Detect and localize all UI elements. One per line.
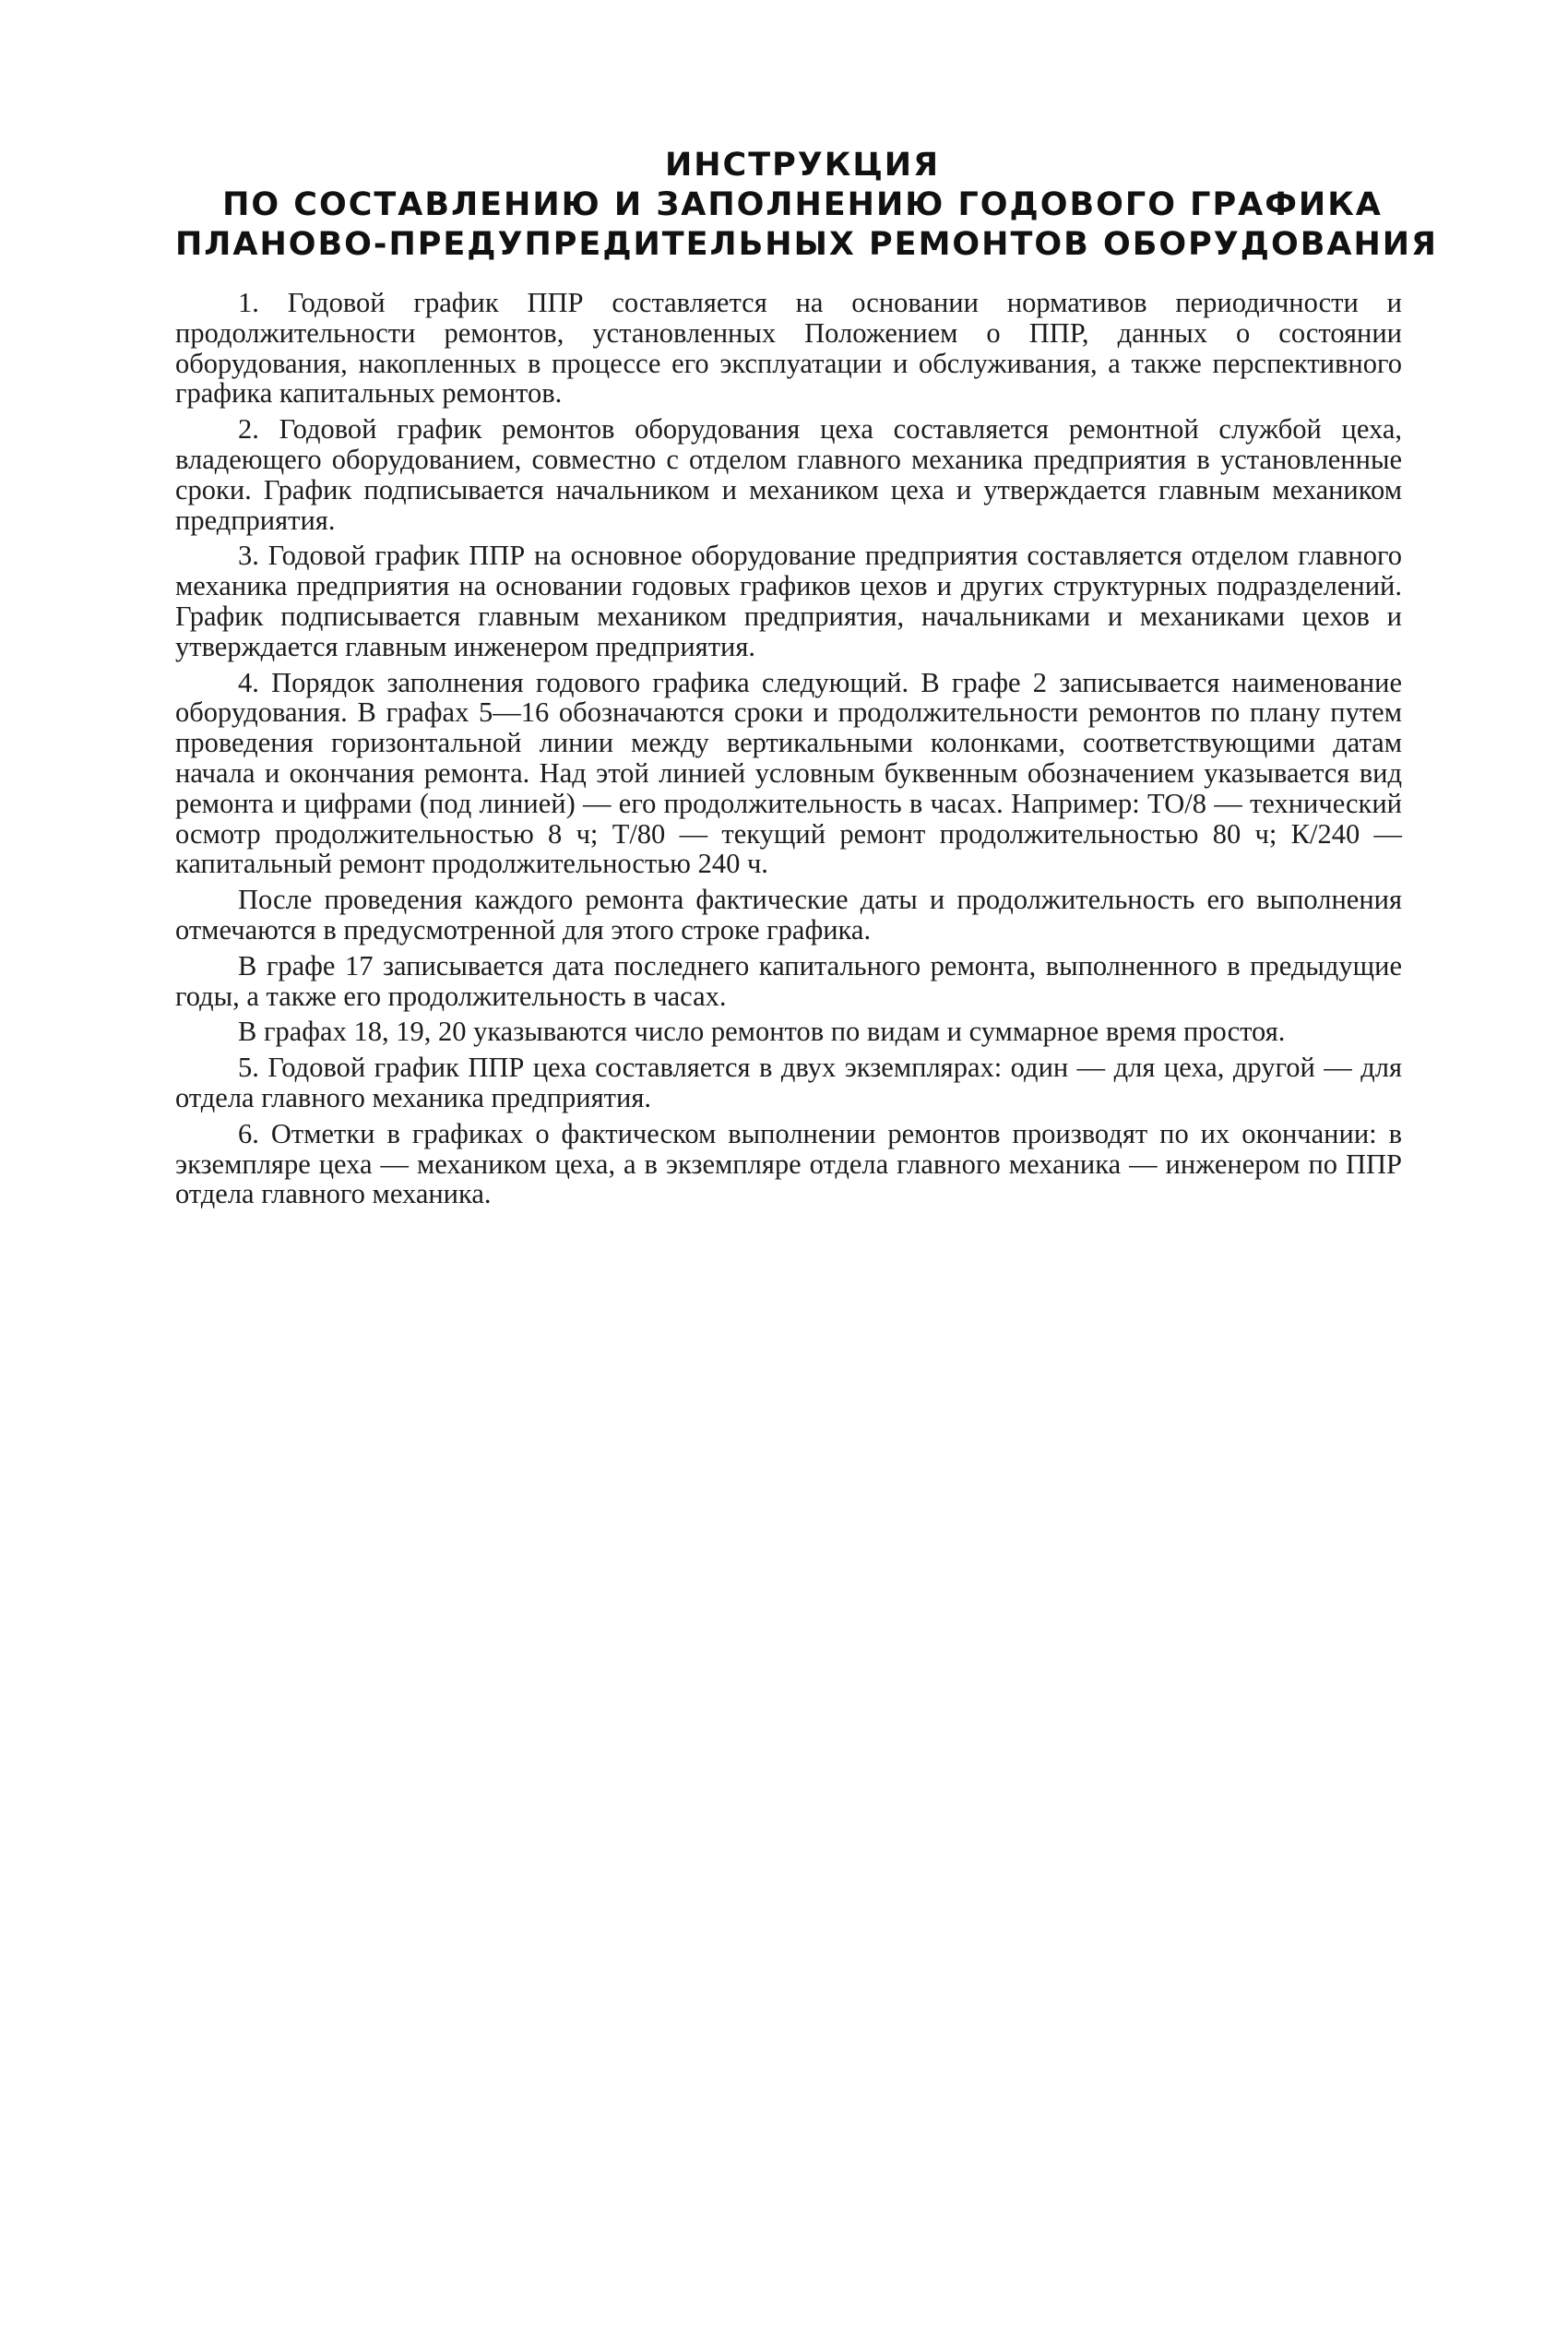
document-title [175,146,1439,265]
paragraph-columns-18-20: В графах 18, 19, 20 указываются число ремонтов по видам и суммарное время простоя. [238,1016,1286,1048]
paragraph-6: 6. Отметки в графиках о фактическом выполнении ремонтов производят по их окончании: в экземпляре цеха — механиком цеха, а в экземпляре отдела главного механика — инженером по ППР отдела главного механика. [175,1117,1402,1210]
paragraph-4-continued: После проведения каждого ремонта фактические даты и продолжительность его выполнения отмечаются в предусмотренной для этого строке графика. [175,884,1402,946]
paragraph-3: 3. Годовой график ППР на основное оборудование предприятия составляется отделом главного механика предприятия на основании годовых графиков цехов и других структурных подразделений. График подписывается главным механиком предприятия, начальниками и механиками цехов и утверждается главным инженером предприятия. [175,540,1402,662]
title-line-2: ПО СОСТАВЛЕНИЮ И ЗАПОЛНЕНИЮ ГОДОВОГО ГРАФИКА [222,186,1383,223]
paragraph-4: 4. Порядок заполнения годового графика следующий. В графе 2 записывается наименование оборудования. В графах 5—16 обозначаются сроки и продолжительности ремонтов по плану путем проведения горизонтальной линии между вертикальными колонками, соответствующими датам начала и окончания ремонта. Над этой линией условным буквенным обозначением указывается вид ремонта и цифрами (под линией) — его продолжительность в часах. Например: ТО/8 — технический осмотр продолжительностью 8 ч; Т/80 — текущий ремонт продолжительностью 80 ч; К/240 — капитальный ремонт продолжительностью 240 ч. [175,666,1402,880]
document-body [175,288,1402,1215]
title-line-3: ПЛАНОВО-ПРЕДУПРЕДИТЕЛЬНЫХ РЕМОНТОВ ОБОРУДОВАНИЯ [175,226,1439,263]
title-line-1: ИНСТРУКЦИЯ [664,147,941,184]
paragraph-1: 1. Годовой график ППР составляется на основании нормативов периодичности и продолжительности ремонтов, установленных Положением о ППР, данных о состоянии оборудования, накопленных в процессе его эксплуатации и обслуживания, а также перспективного графика капитальных ремонтов. [175,287,1402,410]
paragraph-5: 5. Годовой график ППР цеха составляется в двух экземплярах: один — для цеха, другой — для отдела главного механика предприятия. [175,1052,1402,1113]
paragraph-2: 2. Годовой график ремонтов оборудования цеха составляется ремонтной службой цеха, владеющего оборудованием, совместно с отделом главного механика предприятия в установленные сроки. График подписывается начальником и механиком цеха и утверждается главным механиком предприятия. [175,413,1402,536]
paragraph-column-17: В графе 17 записывается дата последнего капитального ремонта, выполненного в предыдущие годы, а также его продолжительность в часах. [175,949,1402,1012]
